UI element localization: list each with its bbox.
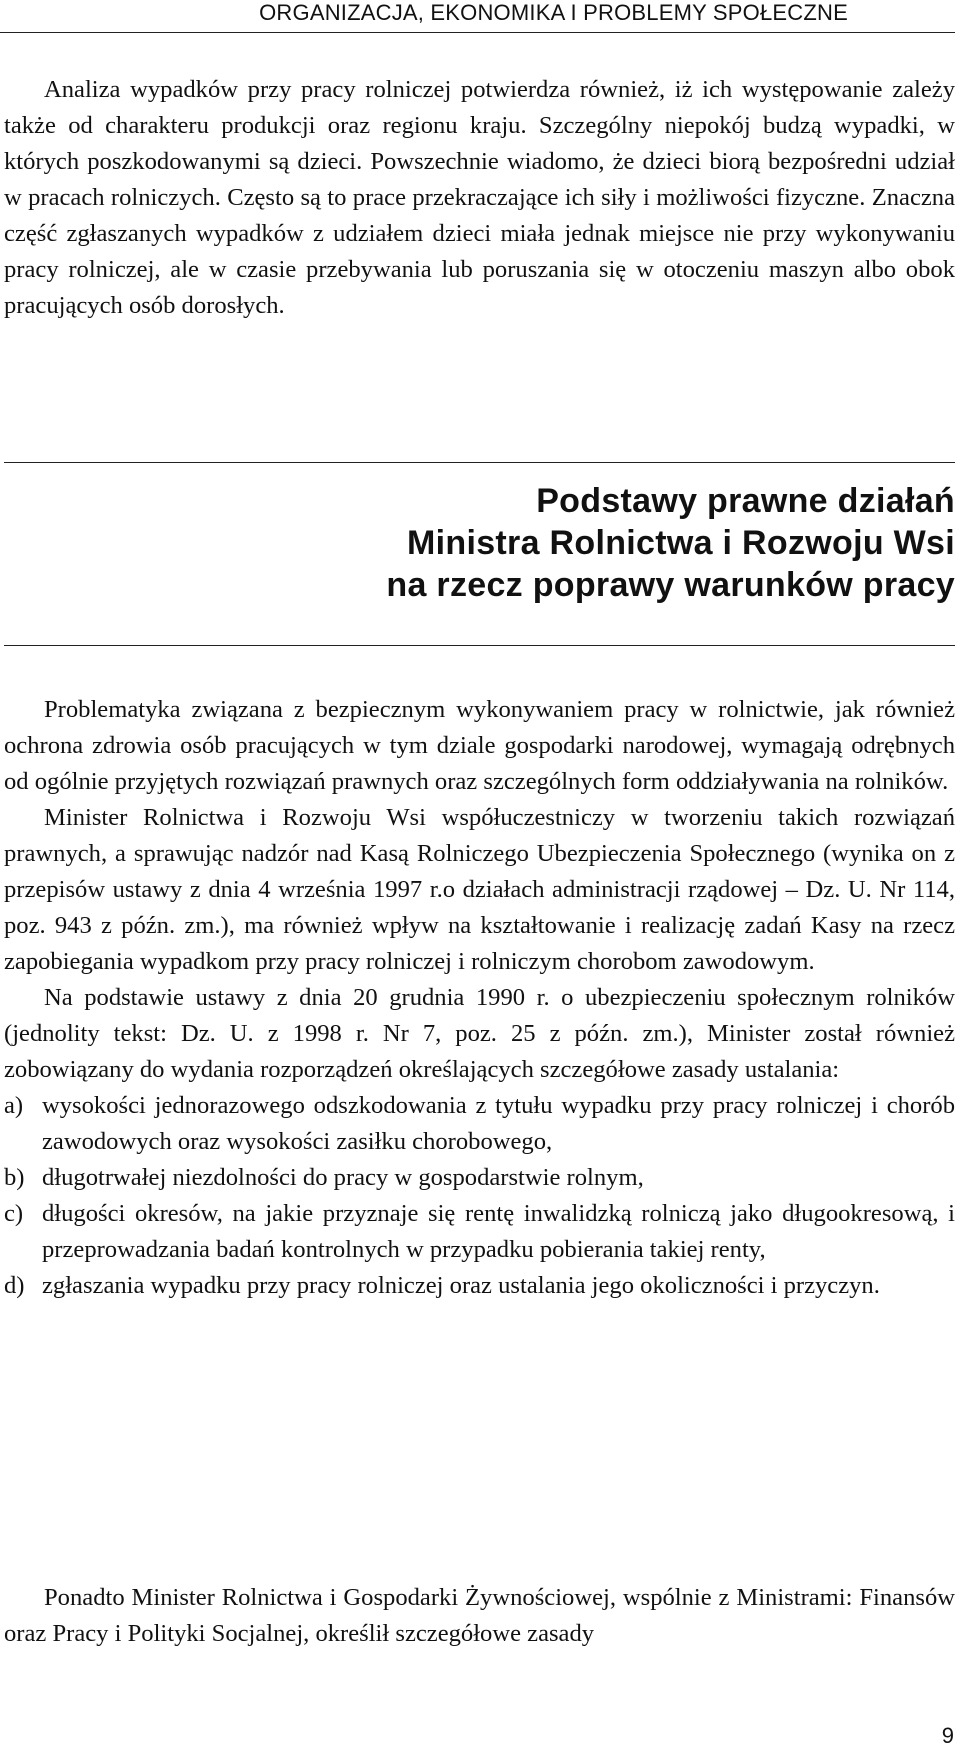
- rules-list-item: [4, 1196, 955, 1268]
- section-heading-line-1: Podstawy prawne działań: [536, 482, 955, 520]
- section-top-rule: [4, 462, 955, 463]
- section-heading-line-2: Ministra Rolnictwa i Rozwoju Wsi: [407, 524, 955, 562]
- section-body: [4, 692, 955, 1304]
- section-heading-line-3: na rzecz poprawy warunków pracy: [386, 566, 955, 604]
- rules-list-item: [4, 1088, 955, 1160]
- list-item-text: długotrwałej niezdolności do pracy w gospodarstwie rolnym,: [42, 1164, 644, 1191]
- list-marker: b): [4, 1164, 25, 1191]
- page-number: 9: [941, 1723, 954, 1748]
- list-marker: a): [4, 1092, 24, 1119]
- section-heading: [4, 480, 955, 606]
- section-paragraph-1: Problematyka związana z bezpiecznym wykonywaniem pracy w rolnictwie, jak również ochrona zdrowia osób pracujących w tym dziale gospodarki narodowej, wymagają odrębnych od ogólnie przyjętych rozwiązań prawnych oraz szczególnych form oddziaływania na rolników.: [4, 696, 955, 795]
- list-item-text: wysokości jednorazowego odszkodowania z tytułu wypadku przy pracy rolniczej i chorób zawodowych oraz wysokości zasiłku chorobowego,: [42, 1092, 955, 1155]
- intro-paragraph: Analiza wypadków przy pracy rolniczej potwierdza również, iż ich występowanie zależy także od charakteru produkcji oraz regionu kraju. Szczególny niepokój budzą wypadki, w których poszkodowanymi są dzieci. Powszechnie wiadomo, że dzieci biorą bezpośredni udział w pracach rolniczych. Często są to prace przekraczające ich siły i możliwości fizyczne. Znaczna część zgłaszanych wypadków z udziałem dzieci miała jednak miejsce nie przy wykonywaniu pracy rolniczej, ale w czasie przebywania lub poruszania się w otoczeniu maszyn albo obok pracujących osób dorosłych.: [4, 76, 955, 319]
- list-item-text: zgłaszania wypadku przy pracy rolniczej oraz ustalania jego okoliczności i przyczyn.: [42, 1272, 880, 1299]
- section-paragraph-2: Minister Rolnictwa i Rozwoju Wsi współuczestniczy w tworzeniu takich rozwiązań prawnych, a sprawując nadzór nad Kasą Rolniczego Ubezpieczenia Społecznego (wynika on z przepisów ustawy z dnia 4 września 1997 r.o działach administracji rządowej – Dz. U. Nr 114, poz. 943 z późn. zm.), ma również wpływ na kształtowanie i realizację zadań Kasy na rzecz zapobiegania wypadkom przy pracy rolniczej i rolniczym chorobom zawodowym.: [4, 804, 955, 975]
- intro-text-block: [4, 72, 955, 324]
- section-paragraph-4: Ponadto Minister Rolnictwa i Gospodarki Żywnościowej, wspólnie z Ministrami: Finansów oraz Pracy i Polityki Socjalnej, określił szczegółowe zasady: [4, 1584, 955, 1647]
- list-item-text: długości okresów, na jakie przyznaje się rentę inwalidzką rolniczą jako długookresową, i przeprowadzania badań kontrolnych w przypadku pobierania takiej renty,: [42, 1200, 955, 1263]
- section-paragraph-3: Na podstawie ustawy z dnia 20 grudnia 1990 r. o ubezpieczeniu społecznym rolników (jednolity tekst: Dz. U. z 1998 r. Nr 7, poz. 25 z późn. zm.), Minister został również zobowiązany do wydania rozporządzeń określających szczegółowe zasady ustalania:: [4, 984, 955, 1083]
- list-marker: d): [4, 1272, 25, 1299]
- running-header: [0, 0, 955, 33]
- section-bottom-rule: [4, 645, 955, 646]
- rules-list-item: [4, 1268, 955, 1304]
- closing-text-block: [4, 1580, 955, 1652]
- rules-list: [4, 1088, 955, 1304]
- list-marker: c): [4, 1200, 24, 1227]
- rules-list-item: [4, 1160, 955, 1196]
- running-header-title: ORGANIZACJA, EKONOMIKA I PROBLEMY SPOŁECZNE: [259, 0, 848, 25]
